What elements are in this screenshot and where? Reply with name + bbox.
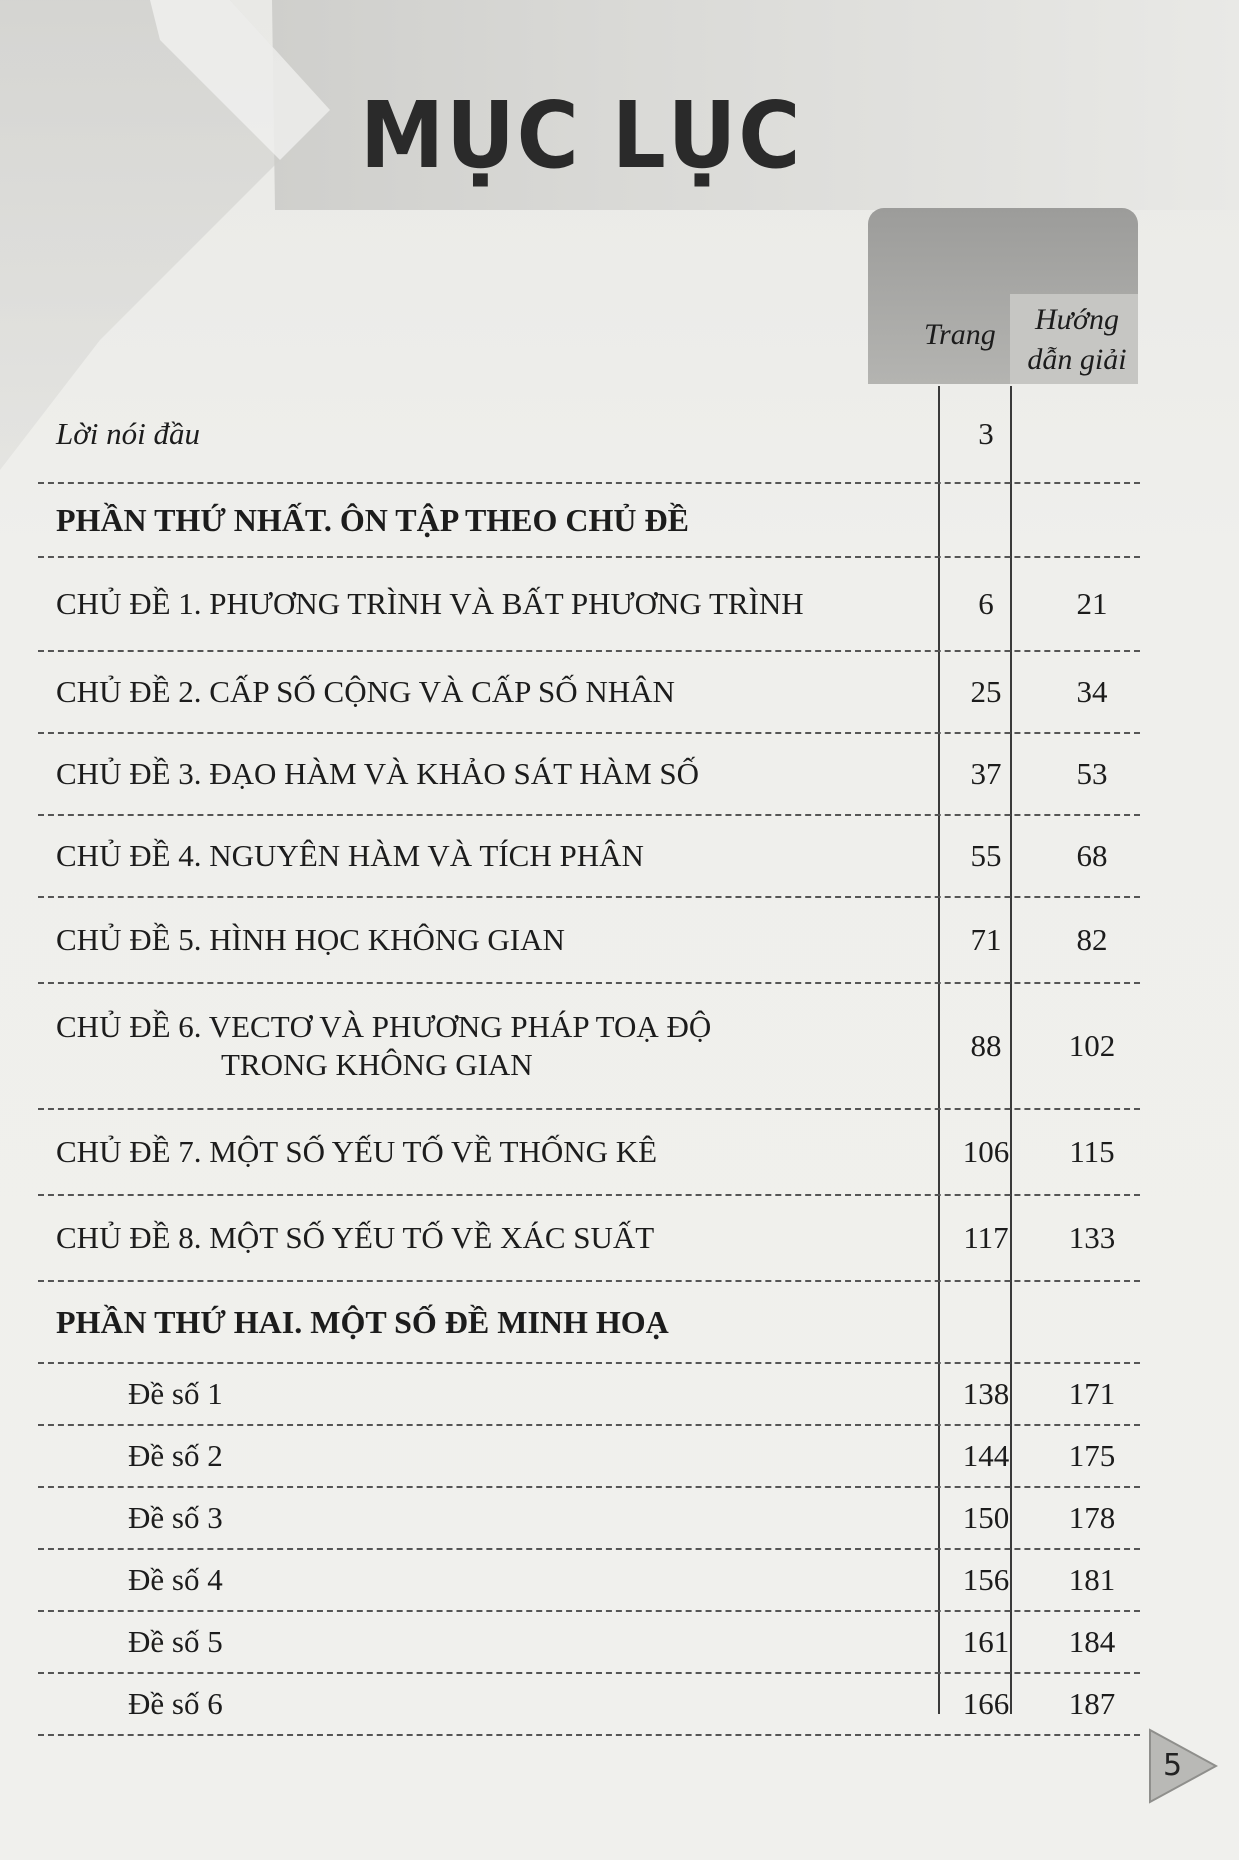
toc-row-solution: 68 — [1076, 838, 1108, 873]
toc-row[interactable] — [38, 1364, 1140, 1426]
toc-row-solution: 181 — [1068, 1562, 1116, 1597]
page-title: MỤC LỤC — [360, 82, 803, 189]
toc-row[interactable] — [38, 1550, 1140, 1612]
toc-row[interactable] — [38, 898, 1140, 984]
page-number: 5 — [1163, 1748, 1183, 1783]
toc-row[interactable] — [38, 984, 1140, 1110]
column-header-solution-line2: dẫn giải — [1027, 343, 1127, 376]
toc-row-solution: 175 — [1068, 1438, 1116, 1473]
toc-row[interactable] — [38, 652, 1140, 734]
toc-row-solution: 34 — [1076, 674, 1108, 709]
toc-row-page: 117 — [963, 1220, 1009, 1255]
toc-row-page: 138 — [962, 1376, 1010, 1411]
toc-row-solution: 171 — [1068, 1376, 1116, 1411]
toc-row-label: Đề số 6 — [128, 1686, 223, 1721]
toc-row-label: CHỦ ĐỀ 2. CẤP SỐ CỘNG VÀ CẤP SỐ NHÂN — [56, 674, 675, 709]
column-header-page: Trang — [924, 318, 996, 351]
toc-row-page: 71 — [970, 922, 1002, 957]
toc-row-page: 6 — [978, 586, 994, 621]
toc-row-label-line2: TRONG KHÔNG GIAN — [221, 1047, 533, 1082]
toc-section-label: PHẦN THỨ NHẤT. ÔN TẬP THEO CHỦ ĐỀ — [56, 502, 689, 538]
toc-row[interactable] — [38, 1488, 1140, 1550]
toc-row[interactable] — [38, 1110, 1140, 1196]
toc-row-label-line1: CHỦ ĐỀ 6. VECTƠ VÀ PHƯƠNG PHÁP TOẠ ĐỘ — [56, 1009, 712, 1044]
toc-row-page: 161 — [962, 1624, 1010, 1659]
toc-row[interactable] — [38, 386, 1140, 484]
toc-row-page: 156 — [962, 1562, 1010, 1597]
toc-row-page: 88 — [970, 1028, 1002, 1063]
toc-section-row[interactable] — [38, 1282, 1140, 1364]
toc-row-solution: 187 — [1068, 1686, 1116, 1721]
toc-row-page: 55 — [970, 838, 1002, 873]
toc-row[interactable] — [38, 816, 1140, 898]
toc-row-solution: 102 — [1068, 1028, 1116, 1063]
toc-row-label: Đề số 5 — [128, 1624, 223, 1659]
toc-row-label: CHỦ ĐỀ 8. MỘT SỐ YẾU TỐ VỀ XÁC SUẤT — [56, 1220, 655, 1255]
toc-row[interactable] — [38, 734, 1140, 816]
toc-row-label: Đề số 4 — [128, 1562, 223, 1597]
toc-row-page: 25 — [970, 674, 1002, 709]
toc-row-page: 3 — [978, 416, 994, 451]
toc-section-label: PHẦN THỨ HAI. MỘT SỐ ĐỀ MINH HOẠ — [56, 1304, 669, 1340]
toc-row[interactable] — [38, 1674, 1140, 1736]
column-header-solution — [1012, 300, 1142, 380]
toc-row[interactable] — [38, 1196, 1140, 1282]
toc-row-page: 150 — [962, 1500, 1010, 1535]
toc-row-label: Đề số 1 — [128, 1376, 223, 1411]
toc-row-label: Lời nói đầu — [56, 416, 201, 451]
toc-row[interactable] — [38, 558, 1140, 652]
toc-row[interactable] — [38, 1426, 1140, 1488]
toc-row-label: CHỦ ĐỀ 3. ĐẠO HÀM VÀ KHẢO SÁT HÀM SỐ — [56, 756, 700, 791]
toc-row-label: CHỦ ĐỀ 7. MỘT SỐ YẾU TỐ VỀ THỐNG KÊ — [56, 1134, 658, 1169]
toc-row-page: 166 — [962, 1686, 1010, 1721]
toc-row-page: 144 — [962, 1438, 1010, 1473]
toc-row-solution: 184 — [1068, 1624, 1116, 1659]
toc-row-page: 106 — [962, 1134, 1010, 1169]
toc-row[interactable] — [38, 1612, 1140, 1674]
toc-row-solution: 53 — [1076, 756, 1108, 791]
toc-section-row[interactable] — [38, 484, 1140, 558]
toc-row-label: CHỦ ĐỀ 1. PHƯƠNG TRÌNH VÀ BẤT PHƯƠNG TRÌNH — [56, 586, 804, 621]
toc-row-label: CHỦ ĐỀ 5. HÌNH HỌC KHÔNG GIAN — [56, 922, 565, 957]
page-number-arrow-icon — [1148, 1728, 1218, 1804]
column-header-solution-line1: Hướng — [1034, 303, 1120, 336]
table-of-contents — [38, 386, 1140, 1736]
toc-row-solution: 82 — [1076, 922, 1108, 957]
toc-row-label: CHỦ ĐỀ 4. NGUYÊN HÀM VÀ TÍCH PHÂN — [56, 838, 644, 873]
toc-row-page: 37 — [970, 756, 1002, 791]
toc-row-solution: 21 — [1076, 586, 1108, 621]
toc-row-label: Đề số 3 — [128, 1500, 223, 1535]
toc-row-solution: 178 — [1068, 1500, 1116, 1535]
toc-row-solution: 115 — [1069, 1134, 1115, 1169]
toc-row-solution: 133 — [1068, 1220, 1116, 1255]
toc-row-label: Đề số 2 — [128, 1438, 223, 1473]
